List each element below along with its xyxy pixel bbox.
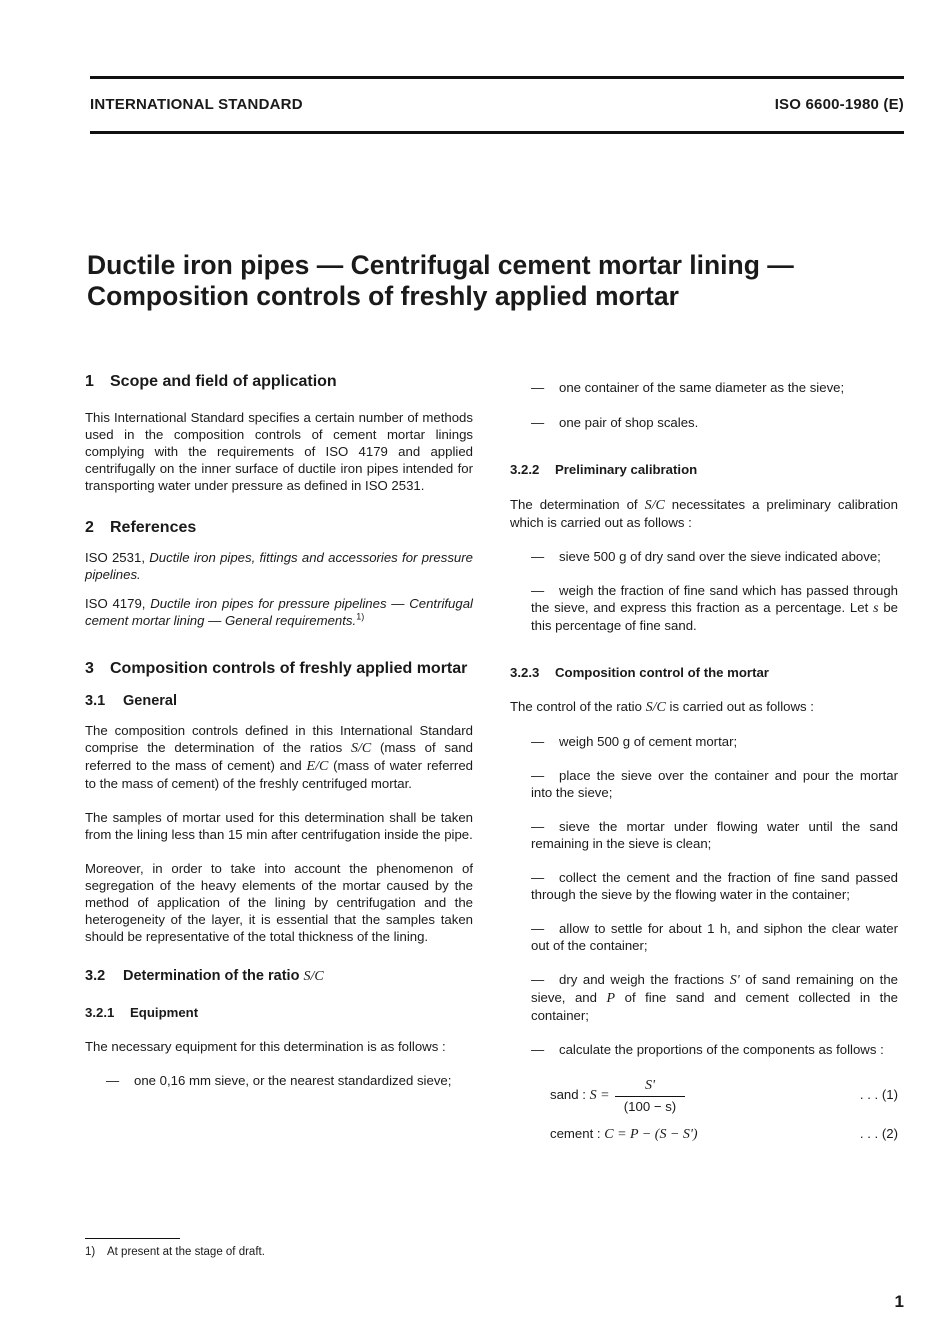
general-paragraph-3: Moreover, in order to take into account the phenomenon of segregation of the heavy elements of the mortar caused by the method of application of the lining by centrifugation and the heterogeneity of the layer, it is essential that the samples taken should be representative of the total thickness of the lining. [85,861,473,944]
section-3-2-1-heading: 3.2.1 Equipment [85,1005,199,1020]
calibration-step-2: — weigh the fraction of fine sand which has passed through the sieve, and express this fraction as a percentage. Let s be this percentage of fine sand. [531,583,898,633]
equation-2-number: . . . (2) [859,1126,898,1141]
procedure-step-1: — weigh 500 g of cement mortar; [531,734,738,749]
general-paragraph-2: The samples of mortar used for this determination shall be taken from the lining less than 15 min after centrifugation inside the pipe. [85,810,473,842]
calibration-step-1: — sieve 500 g of dry sand over the sieve indicated above; [531,549,881,564]
equation-1-fraction: $\frac{S'}{(100 - s)}$ [615,1078,685,1114]
footnote: 1) At present at the stage of draft. [85,1246,265,1258]
equipment-intro: The necessary equipment for this determination is as follows : [85,1039,446,1054]
equation-1-label: sand : S = [550,1087,610,1103]
equation-1 [510,1080,898,1120]
section-3-2-2-heading: 3.2.2 Preliminary calibration [510,462,698,477]
equipment-item-container: — one container of the same diameter as the sieve; [531,380,845,395]
header-bottom-rule [90,131,904,134]
composition-control-intro: The control of the ratio S/C is carried out as follows : [510,699,814,715]
section-3-heading: 3 Composition controls of freshly applied mortar [85,660,468,677]
title-line-1: Ductile iron pipes — Centrifugal cement mortar lining — [87,250,794,280]
footnote-marker: 1) [356,611,365,622]
title-line-2: Composition controls of freshly applied mortar [87,281,679,311]
section-3-2-3-heading: 3.2.3 Composition control of the mortar [510,665,769,680]
footnote-rule [85,1238,180,1239]
procedure-step-6: — dry and weigh the fractions S' of sand remaining on the sieve, and P of fine sand and cement collected in the container; [531,972,899,1023]
procedure-step-3: — sieve the mortar under flowing water until the sand remaining in the sieve is clean; [531,819,898,851]
equipment-item-sieve: — one 0,16 mm sieve, or the nearest standardized sieve; [106,1073,452,1088]
left-column [85,372,473,1089]
procedure-step-7: — calculate the proportions of the components as follows : [531,1042,884,1057]
reference-iso-2531: ISO 2531, Ductile iron pipes, fittings and accessories for pressure pipelines. [85,550,473,582]
procedure-step-2: — place the sieve over the container and pour the mortar into the sieve; [531,768,898,800]
header-top-rule [90,76,904,79]
header-document-number: ISO 6600-1980 (E) [774,96,904,113]
scope-paragraph: This International Standard specifies a certain number of methods used in the composition controls of cement mortar linings complying with the requirements of ISO 4179 and applied centrifugally on the inner surface of ductile iron pipes intended for transporting water under pressure as defined in ISO 2531. [85,410,473,493]
procedure-step-4: — collect the cement and the fraction of fine sand passed through the sieve by the flowing water in the container; [531,870,898,902]
section-1-heading: 1 Scope and field of application [85,373,337,390]
right-column [510,372,898,1150]
equation-2-label: cement : C = P − (S − S') [550,1126,698,1142]
calibration-intro: The determination of S/C necessitates a preliminary calibration which is carried out as follows : [510,497,898,530]
equation-1-number: . . . (1) [859,1087,898,1102]
section-3-1-heading: 3.1 General [85,693,177,709]
general-paragraph-1: The composition controls defined in this International Standard comprise the determination of the ratios S/C (mass of sand referred to the mass of cement) and E/C (mass of water referred to the mass of cement) of the freshly centrifuged mortar. [85,723,474,791]
header-standard-label: INTERNATIONAL STANDARD [90,96,303,113]
equipment-item-scales: — one pair of shop scales. [531,415,699,430]
section-2-heading: 2 References [85,519,197,536]
reference-iso-4179: ISO 4179, Ductile iron pipes for pressure pipelines — Centrifugal cement mortar lining — General requirements.$^{1)}$ [85,596,473,628]
equation-2 [510,1126,898,1150]
page-number: 1 [894,1292,904,1311]
document-title [87,250,907,312]
procedure-step-5: — allow to settle for about 1 h, and siphon the clear water out of the container; [531,921,898,953]
section-3-2-heading: 3.2 Determination of the ratio S/C [85,968,324,984]
